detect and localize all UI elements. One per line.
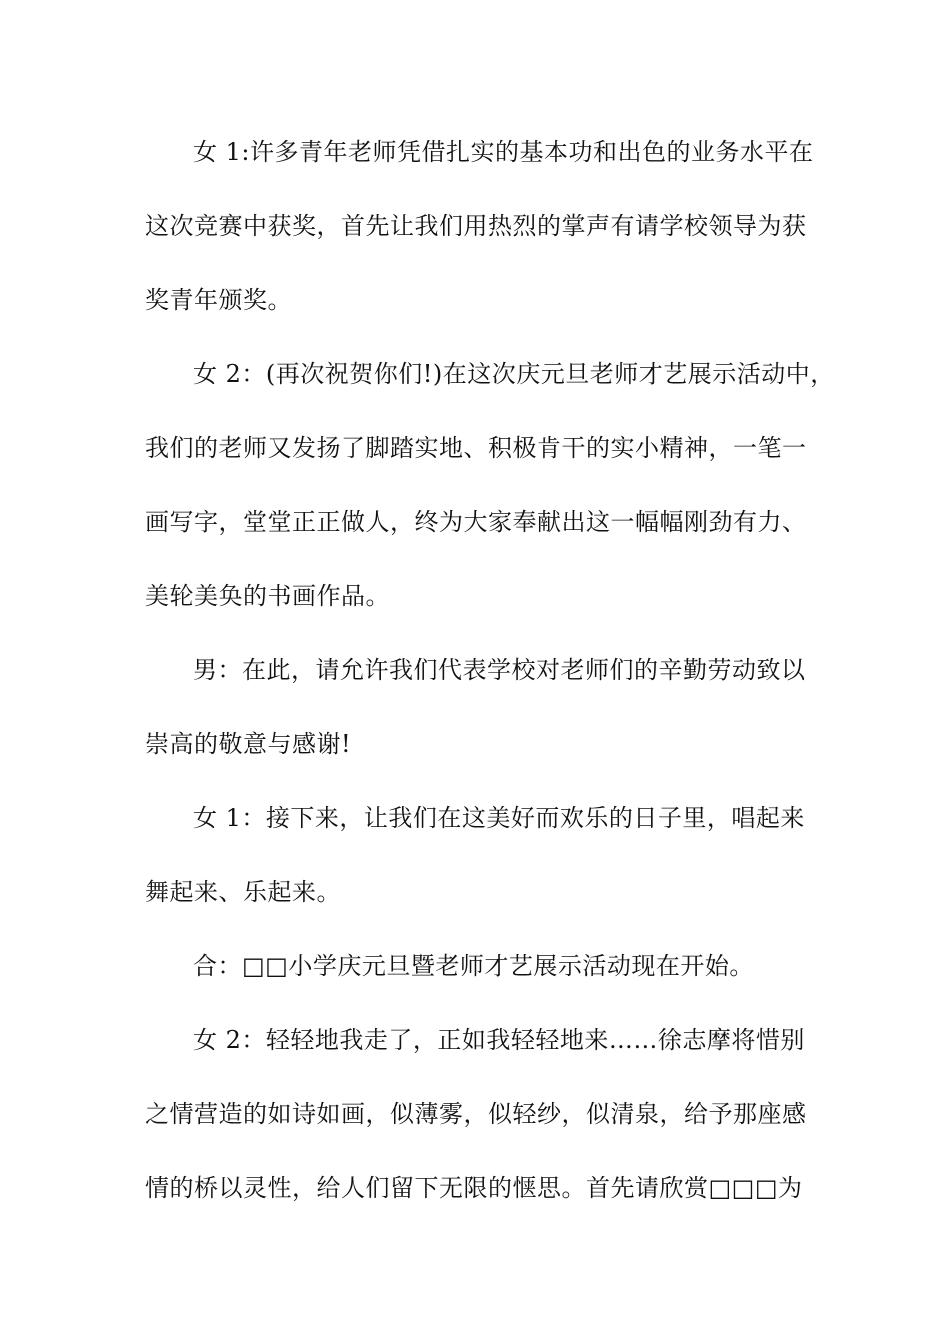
paragraph-6-line-1: 女 2：轻轻地我走了，正如我轻轻地来……徐志摩将惜别 bbox=[193, 1026, 805, 1054]
paragraph-4-line-2: 舞起来、乐起来。 bbox=[145, 878, 341, 906]
paragraph-4-line-1: 女 1：接下来，让我们在这美好而欢乐的日子里，唱起来 bbox=[193, 804, 805, 832]
paragraph-1-line-1: 女 1:许多青年老师凭借扎实的基本功和出色的业务水平在 bbox=[193, 138, 814, 166]
paragraph-2-line-2: 我们的老师又发扬了脚踏实地、积极肯干的实小精神，一笔一 bbox=[145, 434, 807, 462]
paragraph-3-line-1: 男：在此，请允许我们代表学校对老师们的辛勤劳动致以 bbox=[193, 656, 806, 684]
paragraph-6-line-3: 情的桥以灵性，给人们留下无限的惬思。首先请欣赏□□□为 bbox=[145, 1174, 803, 1202]
paragraph-1-line-3: 奖青年颁奖。 bbox=[145, 286, 292, 314]
paragraph-3-line-2: 崇高的敬意与感谢! bbox=[145, 730, 352, 758]
paragraph-2-line-1: 女 2：(再次祝贺你们!)在这次庆元旦老师才艺展示活动中， bbox=[193, 360, 835, 388]
paragraph-2-line-3: 画写字，堂堂正正做人，终为大家奉献出这一幅幅刚劲有力、 bbox=[145, 508, 807, 536]
paragraph-6-line-2: 之情营造的如诗如画，似薄雾，似轻纱，似清泉，给予那座感 bbox=[145, 1100, 807, 1128]
paragraph-2-line-4: 美轮美奂的书画作品。 bbox=[145, 582, 390, 610]
paragraph-5-line-1: 合：□□小学庆元旦暨老师才艺展示活动现在开始。 bbox=[193, 952, 754, 980]
paragraph-1-line-2: 这次竞赛中获奖，首先让我们用热烈的掌声有请学校领导为获 bbox=[145, 212, 807, 240]
